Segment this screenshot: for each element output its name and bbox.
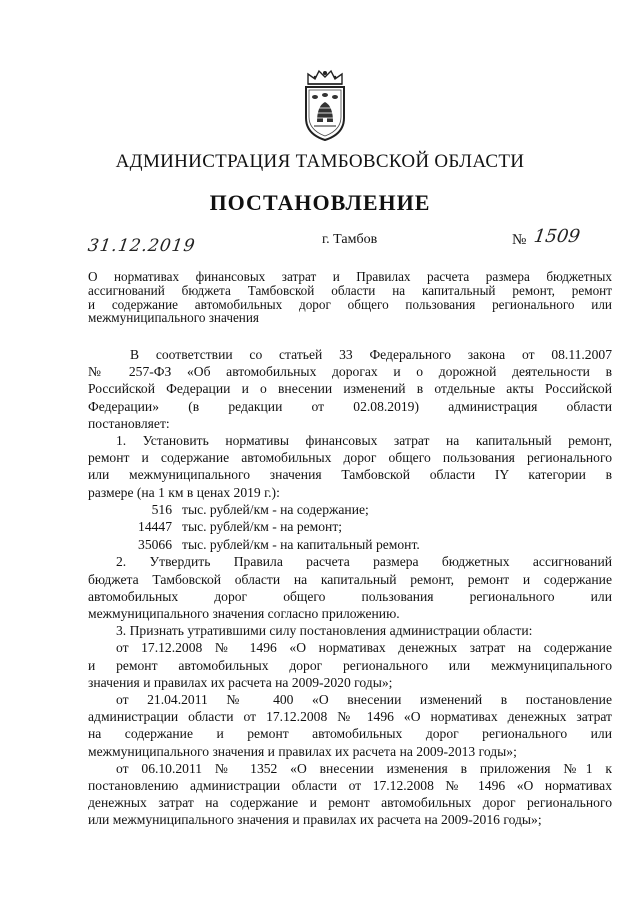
preamble-line: Федерации» (в редакции от 02.08.2019) администрация области [88,398,612,414]
item-1-line: 1. Установить нормативы финансовых затрат на капитальный ремонт, [116,432,612,448]
item-3-line: межмуниципального значения и правилах их расчета на 2009-2013 годы»; [88,743,517,759]
item-1 [88,432,612,501]
norm-description: тыс. рублей/км - на капитальный ремонт. [182,536,420,552]
item-3-line: от 17.12.2008 № 1496 «О нормативах денежных затрат на содержание [116,640,612,656]
item-1-line: размере (на 1 км в ценах 2019 г.): [88,484,280,500]
item-2 [88,553,612,622]
title-line: и содержание автомобильных дорог общего пользования регионального или [88,296,612,312]
item-2-line: 2. Утвердить Правила расчета размера бюджетных ассигнований [116,554,612,570]
item-3 [88,622,612,828]
handwritten-date: 31.12.2019 [86,236,197,256]
norm-value: 516 [151,501,172,517]
item-3-line: на содержание и ремонт автомобильных дорог регионального или [88,726,612,742]
norm-row [88,536,612,554]
norm-value: 35066 [138,536,172,552]
item-3-line: и ремонт автомобильных дорог регионального или межмуниципального [88,657,612,673]
title-line: ассигнований бюджета Тамбовской области на капитальный ремонт, ремонт [88,282,612,298]
item-2-line: автомобильных дорог общего пользования регионального или [88,588,612,604]
norms-list [88,501,612,554]
handwritten-document-number: 1509 [532,226,582,247]
preamble-line: В соответствии со статьей 33 Федерального закона от 08.11.2007 [130,347,612,362]
item-3-line: от 21.04.2011 № 400 «О внесении изменений в постановление [116,691,612,707]
preamble [88,346,612,432]
city-label: г. Тамбов [322,232,378,247]
item-1-line: или межмуниципального значения Тамбовской области IY категории в [88,467,612,483]
item-3-line: или межмуниципального значения и правилах их расчета на 2009-2016 годы»; [88,812,542,828]
preamble-line: Российской Федерации и о внесении изменений в отдельные акты Российской [88,381,612,397]
preamble-line: № 257-ФЗ «Об автомобильных дорогах и о дорожной деятельности в [88,364,612,380]
item-2-line: межмуниципального значения согласно приложению. [88,606,400,622]
norm-value: 14447 [138,519,172,535]
organization-name: АДМИНИСТРАЦИЯ ТАМБОВСКОЙ ОБЛАСТИ [115,151,525,172]
item-3-line: постановлению администрации области от 17.12.2008 № 1496 «О нормативах [88,777,612,793]
item-3-line: денежных затрат на содержание и ремонт автомобильных дорог регионального [88,795,612,811]
coat-of-arms-emblem [298,68,352,142]
item-3-line: 3. Признать утратившими силу постановления администрации области: [116,623,533,639]
document-type-heading: ПОСТАНОВЛЕНИЕ [209,190,431,215]
norm-row [88,518,612,536]
item-3-line: администрации области от 17.12.2008 № 1496 «О нормативах денежных затрат [88,709,612,725]
document-body [88,346,612,828]
number-sign: № [512,232,527,248]
norm-description: тыс. рублей/км - на ремонт; [182,519,343,535]
document-title [88,270,612,325]
title-line: О нормативах финансовых затрат и Правилах расчета размера бюджетных [88,269,612,284]
item-3-line: значения и правилах их расчета на 2009-2020 годы»; [88,674,393,690]
preamble-line: постановляет: [88,415,170,431]
item-1-line: ремонт и содержание автомобильных дорог общего пользования регионального [88,450,612,466]
norm-row [88,501,612,519]
item-2-line: бюджета Тамбовской области на капитальный ремонт, ремонт и содержание [88,571,612,587]
item-3-line: от 06.10.2011 № 1352 «О внесении изменения в приложения №1 к [116,760,612,776]
norm-description: тыс. рублей/км - на содержание; [182,501,369,517]
title-line: межмуниципального значения [88,310,259,326]
